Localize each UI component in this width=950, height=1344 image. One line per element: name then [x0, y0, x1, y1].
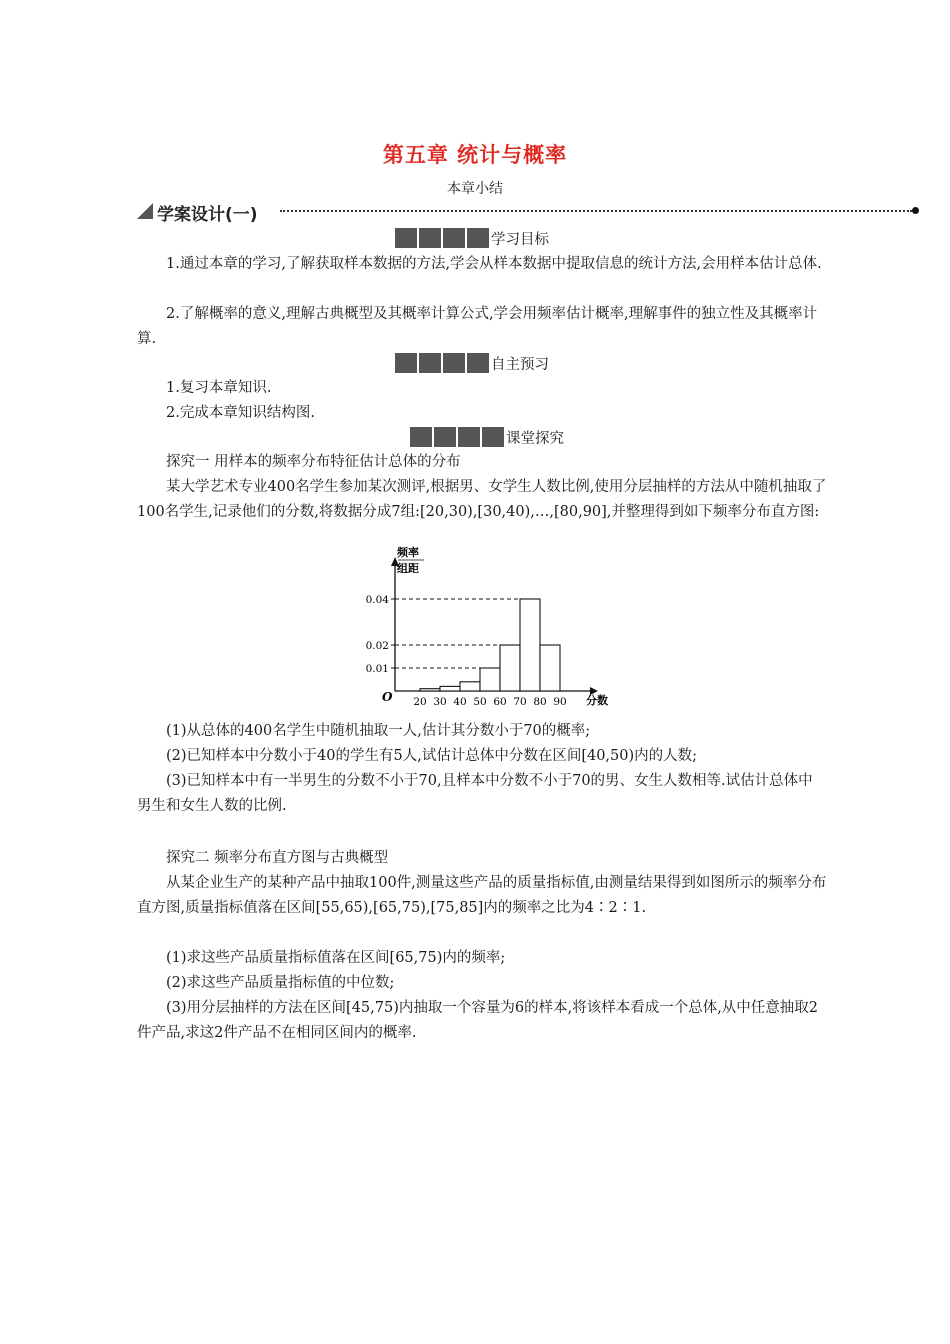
y-axis-label-bottom: 组距 [397, 562, 419, 575]
histogram-bar [540, 645, 560, 691]
histogram-bar [500, 645, 520, 691]
explore2-question-1: (1)求这些产品质量指标值落在区间[65,75)内的频率; [166, 950, 506, 966]
banner-dotted-rule [280, 210, 912, 212]
explore2-heading: 探究二 频率分布直方图与古典概型 [166, 850, 389, 866]
x-tick-label: 40 [453, 696, 467, 708]
preview-item-1: 1.复习本章知识. [166, 380, 272, 396]
goals-item-2: 2.了解概率的意义,理解古典概型及其概率计算公式,学会用频率估计概率,理解事件的独立性及其概率计算. [137, 306, 818, 347]
section-banner [137, 200, 923, 225]
histogram-x-ticks [413, 696, 566, 708]
explore2-question-2: (2)求这些产品质量指标值的中位数; [166, 975, 395, 991]
y-axis-label-top: 频率 [397, 546, 419, 559]
x-tick-label: 30 [433, 696, 447, 708]
banner-label: 学案设计(一) [157, 205, 258, 225]
preview-item-2: 2.完成本章知识结构图. [166, 405, 315, 421]
x-tick-label: 70 [513, 696, 527, 708]
section-header-blocks [395, 353, 489, 373]
x-axis-label: 分数 [586, 694, 608, 707]
frequency-histogram [360, 544, 630, 714]
explore1-intro: 某大学艺术专业400名学生参加某次测评,根据男、女学生人数比例,使用分层抽样的方法从中随机抽取了100名学生,记录他们的分数,将数据分成7组:[20,30),[30,40),…,[80,90],并整理得到如下频率分布直方图: [137, 479, 827, 520]
explore1-heading: 探究一 用样本的频率分布特征估计总体的分布 [166, 454, 461, 470]
section-header-goals [395, 227, 549, 249]
section-header-explore [410, 426, 564, 448]
explore2-intro: 从某企业生产的某种产品中抽取100件,测量这些产品的质量指标值,由测量结果得到如图所示的频率分布直方图,质量指标值落在区间[55,65),[65,75),[75,85]内的频率之比为4∶2∶1. [137, 875, 827, 916]
histogram-bar [480, 668, 500, 691]
x-tick-label: 50 [473, 696, 487, 708]
section-header-blocks [395, 228, 489, 248]
x-tick-label: 60 [493, 696, 507, 708]
banner-triangle-icon [137, 203, 153, 219]
histogram-bar [420, 689, 440, 691]
goals-item-1: 1.通过本章的学习,了解获取样本数据的方法,学会从样本数据中提取信息的统计方法,会用样本估计总体. [166, 256, 822, 272]
chapter-subtitle: 本章小结 [447, 181, 503, 197]
section-header-blocks [410, 427, 504, 447]
y-tick-label: 0.01 [365, 663, 389, 675]
histogram-bar [440, 686, 460, 691]
section-header-preview [395, 352, 549, 374]
histogram-bar [520, 599, 540, 691]
section-header-preview-label: 自主预习 [491, 356, 549, 373]
explore1-question-1: (1)从总体的400名学生中随机抽取一人,估计其分数小于70的概率; [166, 723, 591, 739]
y-tick-label: 0.02 [365, 640, 389, 652]
banner-end-dot-icon [912, 207, 919, 214]
section-header-explore-label: 课堂探究 [506, 430, 564, 447]
origin-label: O [382, 690, 393, 704]
explore1-question-2: (2)已知样本中分数小于40的学生有5人,试估计总体中分数在区间[40,50)内的人数; [166, 748, 698, 764]
histogram-y-ticks [366, 594, 395, 675]
x-tick-label: 80 [533, 696, 547, 708]
x-tick-label: 90 [553, 696, 567, 708]
y-tick-label: 0.04 [365, 594, 389, 606]
explore1-question-3: (3)已知样本中有一半男生的分数不小于70,且样本中分数不小于70的男、女生人数相等.试估计总体中男生和女生人数的比例. [137, 773, 813, 814]
explore2-question-3: (3)用分层抽样的方法在区间[45,75)内抽取一个容量为6的样本,将该样本看成一个总体,从中任意抽取2件产品,求这2件产品不在相同区间内的概率. [137, 1000, 819, 1041]
x-tick-label: 20 [413, 696, 427, 708]
chapter-title: 第五章 统计与概率 [382, 143, 568, 167]
section-header-goals-label: 学习目标 [491, 231, 549, 248]
histogram-bar [460, 682, 480, 691]
